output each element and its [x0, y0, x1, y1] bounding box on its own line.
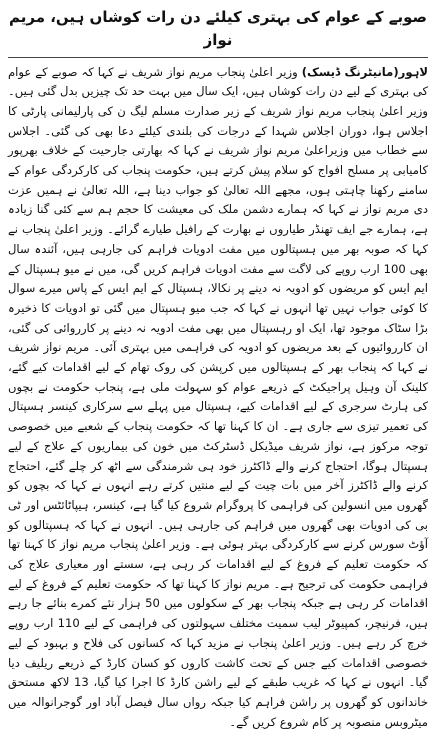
- article-body: [8, 63, 428, 732]
- article-text: وزیر اعلیٰ پنجاب مریم نواز شریف نے کہا کہ صوبے کے عوام کی بہتری کے لیے دن رات کوشاں ہیں، ایک سال میں بہت حد تک چیزیں بدل گئی ہیں۔ وزیر اعلیٰ پنجاب مریم نواز شریف کے زیر صدارت مسلم لیگ ن کی پارلیمانی پارٹی کا اجلاس ہوا، دوران اجلاس شہدا کے درجات کی بلندی کیلئے دعا بھی کی گئی۔ اجلاس سے خطاب میں وزیراعلیٰ مریم نواز شریف نے کہا کہ بھارتی جارحیت کے خلاف بھرپور کامیابی پر مسلح افواج کو سلام پیش کرتے ہیں، حکومت پنجاب کی کارکردگی عوام کے سامنے رکھنا چاہتی ہوں، مجھے اللہ تعالیٰ کو جواب دینا ہے، اللہ تعالیٰ نے ہمیں عزت دی مریم نواز نے کہا کہ ہمارے دشمن ملک کی معیشت کا حجم ہم سے کئی گنا زیادہ ہے، ہمارے جے ایف تھنڈر طیاروں نے بھارت کے رافیل طیارے گرائے۔ وزیر اعلیٰ پنجاب نے کہا کہ صوبہ بھر میں ہسپتالوں میں مفت ادویات فراہم کی جارہی ہیں، آئندہ سال بھی 100 ارب روپے کی لاگت سے مفت ادویات فراہم کریں گی، میں نے میو ہسپتال کے ایم ایس کو مریضوں کو ادویہ نہ دینے پر نکالا، ہسپتال کے ایم ایس کے پاس میرے سوال کا کوئی جواب نہیں تھا انہوں نے کہا کہ جب میو ہسپتال میں گئی تو ادویات کا ذخیرہ بڑا سٹاک موجود تھا، ایک او رہسپتال میں بھی مفت ادویہ نہ دینے پر کارروائی کی گئی، ان کارروائیوں کے بعد مریضوں کو ادویہ کی فراہمی میں بہتری آئی۔ مریم نواز شریف نے کہا کہ پنجاب بھر کے ہسپتالوں میں کرپشن کی روک تھام کے لیے اقدامات کیے گئے، کلینک آن وہیل پراجیکٹ کے ذریعے عوام کو سہولت ملی ہے، پنجاب حکومت نے بچوں کی ہارٹ سرجری کے لیے اقدامات کیے، ہسپتال میں پہلے سے سرکاری کینسر ہسپتال کی تعمیر تیزی سے جاری ہے۔ ان کا کہنا تھا کہ حکومت پنجاب کے شعبے میں خصوصی توجہ مرکوز ہے، نواز شریف میڈیکل ڈسٹرکٹ میں خون کی بیماریوں کے علاج کے لیے ہسپتال ہوگا، احتجاج کرنے والے ڈاکٹرز خود ہی شرمندگی سے اٹھ کر چلے گئے، احتجاج کرنے والے ڈاکٹرز آخر میں بات چیت کے لیے منتیں کرتے رہے انہوں نے کہا کہ بچوں کو گھروں میں انسولین کی فراہمی کا پروگرام شروع کیا گیا ہے، کینسر، ہیپاٹائٹس اور ٹی بی کی ادویات بھی گھروں میں فراہم کی جارہی ہیں۔ انہوں نے کہا کہ ہسپتالوں کو آؤٹ سورس کرنے سے کارکردگی بہتر ہوئی ہے۔ وزیر اعلیٰ پنجاب مریم نواز کا کہنا تھا کہ حکومت تعلیم کے فروغ کے لیے اقدامات کر رہی ہے، سستے اور معیاری علاج کی فراہمی حکومت کی ترجیح ہے۔ مریم نواز کا کہنا تھا کہ حکومت تعلیم کے فروغ کے لیے اقدامات کر رہی ہے جبکہ پنجاب بھر کے سکولوں میں 50 ہزار نئے کمرے بنائے جا رہے ہیں، فرنیچر، کمپیوٹر لیب سمیت مختلف سہولتوں کی فراہمی کے لیے 110 ارب روپے خرچ کر رہے ہیں۔ وزیر اعلیٰ پنجاب نے مزید کہا کہ کسانوں کی فلاح و بہبود کے لیے خصوصی اقدامات کیے جس کے تحت کاشت کاروں کو کسان کارڈ کے ذریعے ریلیف دیا گیا۔ انہوں نے کہا کہ غریب طبقے کے لیے راشن کارڈ کا اجرا کیا گیا، 13 لاکھ مستحق خاندانوں کو گھروں پر راشن فراہم کیا جبکہ رواں سال فیصل آباد اور گوجرانوالہ میں میٹروبس منصوبہ پر کام شروع کریں گے۔: [8, 65, 428, 729]
- headline-divider: [8, 57, 428, 58]
- dateline: لاہور(مانیٹرنگ ڈیسک): [302, 65, 428, 79]
- headline: صوبے کے عوام کی بہتری کیلئے دن رات کوشاں ہیں، مریم نواز: [8, 6, 428, 53]
